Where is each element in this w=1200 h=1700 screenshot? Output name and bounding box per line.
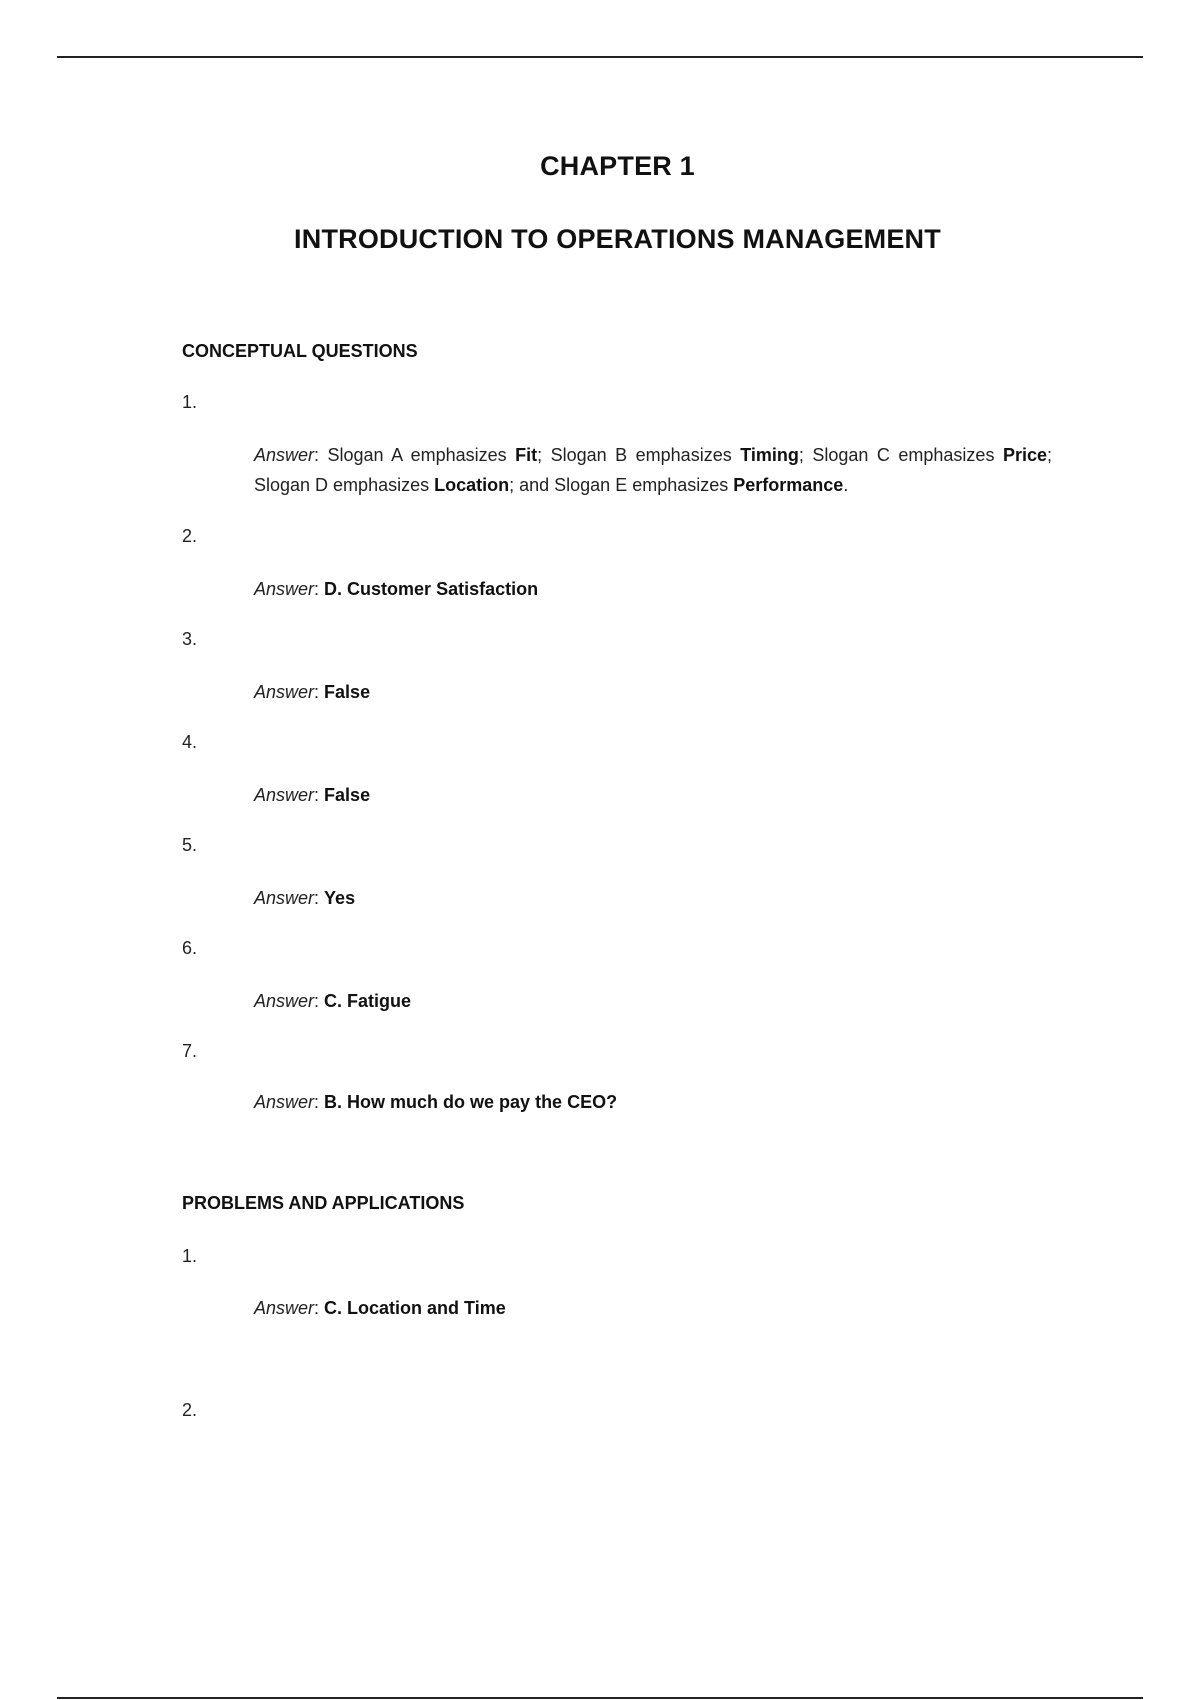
answer-separator: : bbox=[314, 991, 325, 1011]
answer-value: C. Location and Time bbox=[324, 1298, 506, 1318]
answer-keyword: Performance bbox=[733, 475, 844, 495]
question-number-1: 1. bbox=[182, 392, 198, 412]
answer-keyword: Timing bbox=[740, 445, 799, 465]
answer-value: Yes bbox=[324, 888, 356, 908]
conceptual-questions-heading: CONCEPTUAL QUESTIONS bbox=[182, 341, 418, 361]
bottom-rule bbox=[57, 1697, 1143, 1699]
answer-7 bbox=[254, 1087, 617, 1117]
question-number-2: 2. bbox=[182, 526, 198, 546]
answer-value: False bbox=[324, 785, 371, 805]
answer-separator: : bbox=[314, 1298, 325, 1318]
answer-label: Answer bbox=[254, 445, 315, 465]
answer-text: : Slogan A emphasizes bbox=[314, 445, 516, 465]
answer-keyword: Location bbox=[434, 475, 510, 495]
answer-label: Answer bbox=[254, 579, 315, 599]
answer-label: Answer bbox=[254, 1092, 315, 1112]
chapter-heading: CHAPTER 1 bbox=[540, 151, 695, 181]
answer-text: . bbox=[843, 475, 849, 495]
answer-separator: : bbox=[314, 1092, 325, 1112]
answer-6 bbox=[254, 986, 411, 1016]
answer-separator: : bbox=[314, 888, 325, 908]
chapter-title: INTRODUCTION TO OPERATIONS MANAGEMENT bbox=[294, 224, 941, 254]
problem-number-1: 1. bbox=[182, 1246, 198, 1266]
answer-separator: : bbox=[314, 579, 325, 599]
answer-keyword: Fit bbox=[515, 445, 538, 465]
answer-label: Answer bbox=[254, 888, 315, 908]
answer-separator: : bbox=[314, 785, 325, 805]
problem-number-2: 2. bbox=[182, 1400, 198, 1420]
question-number-6: 6. bbox=[182, 938, 198, 958]
question-number-4: 4. bbox=[182, 732, 198, 752]
question-number-5: 5. bbox=[182, 835, 198, 855]
answer-text: ; Slogan B emphasizes bbox=[537, 445, 741, 465]
answer-value: D. Customer Satisfaction bbox=[324, 579, 539, 599]
answer-5 bbox=[254, 883, 355, 913]
answer-label: Answer bbox=[254, 1298, 315, 1318]
answer-2 bbox=[254, 574, 538, 604]
answer-4 bbox=[254, 780, 370, 810]
answer-label: Answer bbox=[254, 785, 315, 805]
answer-3 bbox=[254, 677, 370, 707]
answer-separator: : bbox=[314, 682, 325, 702]
answer-1 bbox=[254, 440, 1052, 500]
answer-text: ; Slogan D emphasizes bbox=[254, 445, 1052, 495]
question-number-7: 7. bbox=[182, 1041, 198, 1061]
problems-applications-heading: PROBLEMS AND APPLICATIONS bbox=[182, 1193, 465, 1213]
problem-answer-1 bbox=[254, 1293, 506, 1323]
question-number-3: 3. bbox=[182, 629, 198, 649]
answer-text: ; Slogan C emphasizes bbox=[798, 445, 1003, 465]
answer-value: C. Fatigue bbox=[324, 991, 412, 1011]
answer-value: B. How much do we pay the CEO? bbox=[324, 1092, 618, 1112]
answer-label: Answer bbox=[254, 682, 315, 702]
answer-text: ; and Slogan E emphasizes bbox=[509, 475, 734, 495]
answer-label: Answer bbox=[254, 991, 315, 1011]
answer-value: False bbox=[324, 682, 371, 702]
top-rule bbox=[57, 56, 1143, 58]
answer-keyword: Price bbox=[1002, 445, 1047, 465]
